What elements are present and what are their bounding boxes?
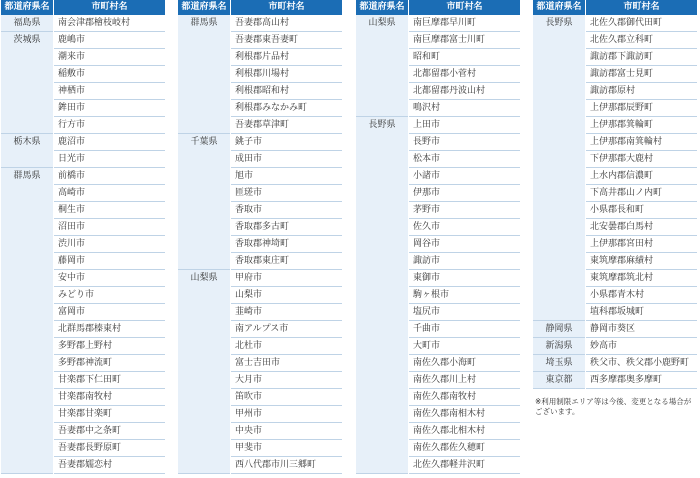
city-cell: 南会津郡檜枝岐村 (54, 15, 165, 32)
city-cell: 東筑摩郡麻績村 (586, 253, 697, 270)
city-cell: 大町市 (409, 338, 520, 355)
city-cell: 下伊那郡大鹿村 (586, 151, 697, 168)
city-cell: 甲州市 (231, 406, 342, 423)
city-cell: 吾妻郡草津町 (231, 117, 342, 134)
city-list (585, 355, 697, 372)
city-cell: 吾妻郡中之条町 (54, 423, 165, 440)
city-cell: 利根郡みなかみ町 (231, 100, 342, 117)
city-list (585, 338, 697, 355)
prefecture-group (533, 372, 697, 389)
city-cell: 上田市 (409, 117, 520, 134)
prefecture-cell: 静岡県 (533, 321, 585, 338)
column-3 (356, 0, 520, 474)
city-cell: 甲斐市 (231, 440, 342, 457)
city-cell: 小県郡長和町 (586, 202, 697, 219)
header-prefecture: 都道府県名 (359, 2, 405, 12)
footnote: ※利用制限エリア等は今後、変更となる場合がございます。 (535, 397, 692, 416)
city-cell: 小県郡青木村 (586, 287, 697, 304)
table-header (178, 0, 342, 15)
city-cell: 北杜市 (231, 338, 342, 355)
city-cell: 甲府市 (231, 270, 342, 287)
city-cell: 南佐久郡佐久穂町 (409, 440, 520, 457)
city-cell: 諏訪郡富士見町 (586, 66, 697, 83)
city-cell: 佐久市 (409, 219, 520, 236)
table-header (356, 0, 520, 15)
city-cell: 安中市 (54, 270, 165, 287)
city-cell: 富士吉田市 (231, 355, 342, 372)
prefecture-cell: 新潟県 (533, 338, 585, 355)
city-cell: 長野市 (409, 134, 520, 151)
city-list (53, 32, 165, 134)
city-cell: 利根郡片品村 (231, 49, 342, 66)
city-cell: 香取市 (231, 202, 342, 219)
prefecture-group (356, 15, 520, 117)
city-cell: 南佐久郡南相木村 (409, 406, 520, 423)
prefecture-group (533, 338, 697, 355)
city-cell: 多野郡神流町 (54, 355, 165, 372)
city-cell: 甘楽郡甘楽町 (54, 406, 165, 423)
city-cell: 上伊那郡箕輪町 (586, 117, 697, 134)
city-cell: 北群馬郡榛東村 (54, 321, 165, 338)
city-cell: 駒ヶ根市 (409, 287, 520, 304)
city-cell: 南佐久郡川上村 (409, 372, 520, 389)
city-cell: 上水内郡信濃町 (586, 168, 697, 185)
city-cell: 妙高市 (586, 338, 697, 355)
city-cell: 香取郡神埼町 (231, 236, 342, 253)
city-cell: 香取郡多古町 (231, 219, 342, 236)
city-cell: 多野郡上野村 (54, 338, 165, 355)
city-cell: 桐生市 (54, 202, 165, 219)
city-cell: 静岡市葵区 (586, 321, 697, 338)
city-cell: 匝瑳市 (231, 185, 342, 202)
city-cell: 南アルプス市 (231, 321, 342, 338)
city-cell: 高崎市 (54, 185, 165, 202)
city-cell: 南佐久郡北相木村 (409, 423, 520, 440)
city-cell: 鹿嶋市 (54, 32, 165, 49)
city-cell: 日光市 (54, 151, 165, 168)
prefecture-cell: 群馬県 (178, 15, 230, 134)
city-cell: 利根郡昭和村 (231, 83, 342, 100)
city-cell: 塩尻市 (409, 304, 520, 321)
header-city: 市町村名 (585, 0, 697, 15)
city-list (53, 168, 165, 474)
city-cell: 南巨摩郡早川町 (409, 15, 520, 32)
city-cell: 甘楽郡下仁田町 (54, 372, 165, 389)
prefecture-cell: 東京都 (533, 372, 585, 389)
city-cell: 下高井郡山ノ内町 (586, 185, 697, 202)
city-cell: 旭市 (231, 168, 342, 185)
city-cell: 前橋市 (54, 168, 165, 185)
city-cell: 銚子市 (231, 134, 342, 151)
city-cell: 秩父市、秩父郡小鹿野町 (586, 355, 697, 372)
city-list (585, 372, 697, 389)
city-cell: 諏訪郡下諏訪町 (586, 49, 697, 66)
city-list (585, 15, 697, 321)
city-list (53, 134, 165, 168)
city-cell: 行方市 (54, 117, 165, 134)
city-cell: 諏訪市 (409, 253, 520, 270)
city-cell: 利根郡川場村 (231, 66, 342, 83)
city-cell: 南佐久郡南牧村 (409, 389, 520, 406)
city-cell: 韮崎市 (231, 304, 342, 321)
prefecture-cell: 栃木県 (1, 134, 53, 168)
city-cell: 北佐久郡軽井沢町 (409, 457, 520, 474)
prefecture-group (533, 355, 697, 372)
prefecture-group (178, 134, 342, 270)
city-list (230, 270, 342, 474)
city-cell: 吾妻郡長野原町 (54, 440, 165, 457)
prefecture-cell: 埼玉県 (533, 355, 585, 372)
table-header (1, 0, 165, 15)
prefecture-group (1, 134, 165, 168)
city-cell: 渋川市 (54, 236, 165, 253)
city-cell: 北都留郡小菅村 (409, 66, 520, 83)
prefecture-cell: 長野県 (533, 15, 585, 321)
prefecture-cell: 山梨県 (356, 15, 408, 117)
column-4 (533, 0, 697, 417)
city-cell: 吾妻郡高山村 (231, 15, 342, 32)
prefecture-group (178, 270, 342, 474)
city-cell: 小諸市 (409, 168, 520, 185)
header-prefecture: 都道府県名 (536, 2, 582, 12)
city-cell: 潮来市 (54, 49, 165, 66)
column-2 (178, 0, 342, 474)
city-cell: 茅野市 (409, 202, 520, 219)
city-cell: 上伊那郡南箕輪村 (586, 134, 697, 151)
city-list (53, 15, 165, 32)
city-cell: 大月市 (231, 372, 342, 389)
city-cell: 伊那市 (409, 185, 520, 202)
city-cell: 北安曇郡白馬村 (586, 219, 697, 236)
city-cell: 山梨市 (231, 287, 342, 304)
city-cell: 鹿沼市 (54, 134, 165, 151)
city-cell: 松本市 (409, 151, 520, 168)
prefecture-cell: 山梨県 (178, 270, 230, 474)
city-cell: 東御市 (409, 270, 520, 287)
city-cell: 鳴沢村 (409, 100, 520, 117)
header-prefecture: 都道府県名 (181, 2, 227, 12)
city-cell: 香取郡東庄町 (231, 253, 342, 270)
city-cell: 稲敷市 (54, 66, 165, 83)
header-city: 市町村名 (408, 0, 520, 15)
prefecture-group (1, 15, 165, 32)
city-cell: 甘楽郡南牧村 (54, 389, 165, 406)
city-cell: 昭和町 (409, 49, 520, 66)
prefecture-cell: 長野県 (356, 117, 408, 474)
city-cell: 北都留郡丹波山村 (409, 83, 520, 100)
table-header (533, 0, 697, 15)
city-list (230, 15, 342, 134)
city-list (408, 15, 520, 117)
city-cell: 富岡市 (54, 304, 165, 321)
city-cell: 千曲市 (409, 321, 520, 338)
city-cell: 上伊那郡辰野町 (586, 100, 697, 117)
city-cell: 西八代郡市川三郷町 (231, 457, 342, 474)
prefecture-group (1, 32, 165, 134)
prefecture-cell: 福島県 (1, 15, 53, 32)
prefecture-group (178, 15, 342, 134)
city-cell: 上伊那郡宮田村 (586, 236, 697, 253)
prefecture-cell: 千葉県 (178, 134, 230, 270)
city-cell: 岡谷市 (409, 236, 520, 253)
city-cell: 吾妻郡嬬恋村 (54, 457, 165, 474)
city-cell: 神栖市 (54, 83, 165, 100)
prefecture-group (1, 168, 165, 474)
prefecture-group (533, 15, 697, 321)
prefecture-cell: 茨城県 (1, 32, 53, 134)
header-prefecture: 都道府県名 (4, 2, 50, 12)
city-cell: 北佐久郡立科町 (586, 32, 697, 49)
city-list (585, 321, 697, 338)
city-cell: 埴科郡坂城町 (586, 304, 697, 321)
city-cell: 東筑摩郡筑北村 (586, 270, 697, 287)
city-cell: 沼田市 (54, 219, 165, 236)
city-list (230, 134, 342, 270)
city-cell: 吾妻郡東吾妻町 (231, 32, 342, 49)
column-1 (1, 0, 165, 474)
city-list (408, 117, 520, 474)
city-cell: 鉾田市 (54, 100, 165, 117)
header-city: 市町村名 (230, 0, 342, 15)
city-cell: 中央市 (231, 423, 342, 440)
city-cell: 北佐久郡御代田町 (586, 15, 697, 32)
city-cell: 南巨摩郡富士川町 (409, 32, 520, 49)
prefecture-group (533, 321, 697, 338)
city-cell: みどり市 (54, 287, 165, 304)
city-cell: 西多摩郡奥多摩町 (586, 372, 697, 389)
prefecture-cell: 群馬県 (1, 168, 53, 474)
city-cell: 藤岡市 (54, 253, 165, 270)
city-cell: 南佐久郡小海町 (409, 355, 520, 372)
city-cell: 笛吹市 (231, 389, 342, 406)
prefecture-group (356, 117, 520, 474)
city-cell: 成田市 (231, 151, 342, 168)
header-city: 市町村名 (53, 0, 165, 15)
city-cell: 諏訪郡原村 (586, 83, 697, 100)
